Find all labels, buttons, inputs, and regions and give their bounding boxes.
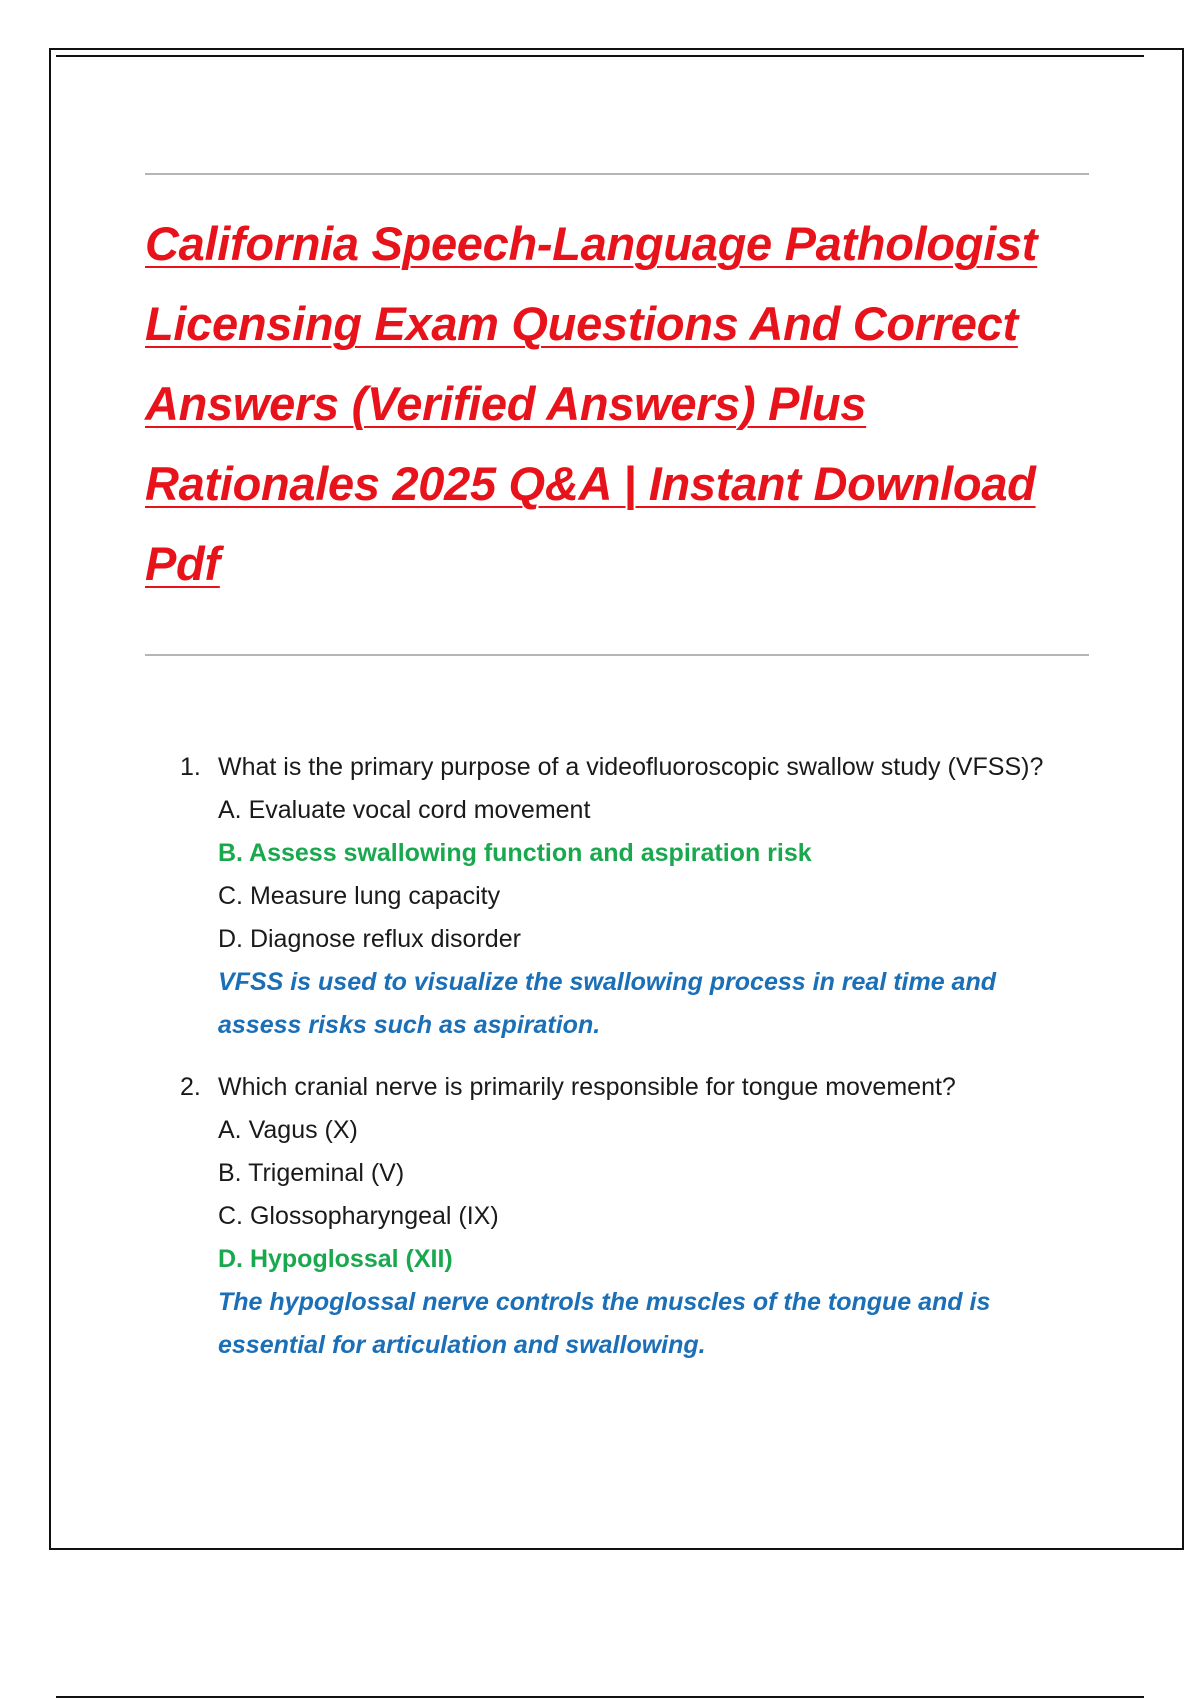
rationale-text: VFSS is used to visualize the swallowing process in real time and assess risks such as aspiration.: [218, 968, 997, 1039]
question-number: 1.: [180, 753, 201, 781]
answer-option-a: A. Evaluate vocal cord movement: [218, 796, 591, 824]
question-number: 2.: [180, 1073, 201, 1101]
question-list: [180, 746, 1080, 1386]
frame-top-rule: [56, 55, 1144, 57]
answer-option-a: A. Vagus (X): [218, 1116, 358, 1144]
title-bottom-divider: [145, 654, 1089, 656]
rationale-text: The hypoglossal nerve controls the muscles of the tongue and is essential for articulation and swallowing.: [218, 1288, 991, 1359]
question-text: Which cranial nerve is primarily responsible for tongue movement?: [218, 1073, 956, 1101]
question-text: What is the primary purpose of a videofluoroscopic swallow study (VFSS)?: [218, 753, 1044, 781]
document-title: California Speech-Language Pathologist Licensing Exam Questions And Correct Answers (Verified Answers) Plus Rationales 2025 Q&A | Instant Download Pdf: [145, 217, 1038, 590]
answer-option-c: C. Glossopharyngeal (IX): [218, 1202, 499, 1230]
answer-option-b-correct: B. Assess swallowing function and aspiration risk: [218, 839, 812, 867]
answer-option-c: C. Measure lung capacity: [218, 882, 501, 910]
answer-option-b: B. Trigeminal (V): [218, 1159, 405, 1187]
title-top-divider: [145, 173, 1089, 175]
question-1: [180, 746, 1080, 1047]
question-2: [180, 1066, 1080, 1367]
next-page-top-rule: [56, 1696, 1144, 1698]
answer-option-d: D. Diagnose reflux disorder: [218, 925, 521, 953]
answer-option-d-correct: D. Hypoglossal (XII): [218, 1245, 453, 1273]
